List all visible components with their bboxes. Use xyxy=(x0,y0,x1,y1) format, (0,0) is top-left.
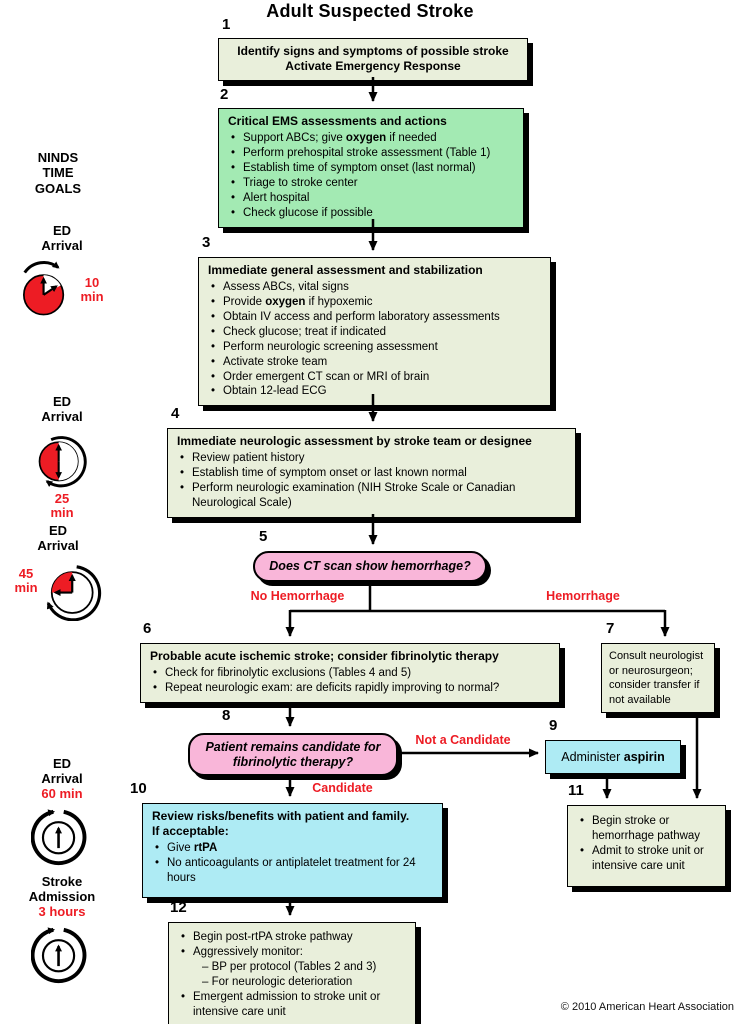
bullet-item: • Perform prehospital stroke assessment (Table 1) xyxy=(228,146,514,161)
time-goal-ed-arrival-10min xyxy=(8,224,116,323)
clock-3hours-icon xyxy=(31,922,93,990)
box-5-ct-hemorrhage-decision: Does CT scan show hemorrhage? xyxy=(253,551,487,582)
branch-label-not-a-candidate: Not a Candidate xyxy=(415,733,511,747)
box-10-line: If acceptable: xyxy=(152,823,229,838)
goal-label: ED Arrival xyxy=(41,394,83,424)
box-4-neurologic-assessment xyxy=(167,428,576,518)
box-4-title: Immediate neurologic assessment by stroke team or designee xyxy=(177,434,532,448)
clock-60min-icon xyxy=(31,804,93,872)
bullet-item: • Assess ABCs, vital signs xyxy=(208,280,541,295)
step-number-8: 8 xyxy=(222,707,231,724)
bullet-item: • Begin post-rtPA stroke pathway xyxy=(178,930,406,945)
time-goal-ed-arrival-25min xyxy=(8,395,116,520)
box-12-bullets xyxy=(178,930,406,1020)
box-2-critical-ems xyxy=(218,108,524,228)
box-3-general-assessment xyxy=(198,257,551,406)
step-number-4: 4 xyxy=(171,405,180,422)
step-number-5: 5 xyxy=(259,528,268,545)
heading-line: TIME xyxy=(42,165,74,181)
goal-time: 3 hours xyxy=(38,903,86,919)
box-1-identify-symptoms xyxy=(218,38,528,81)
box-11-bullets xyxy=(577,814,716,874)
clock-25min-icon xyxy=(32,428,92,492)
bullet-item: • Check for fibrinolytic exclusions (Tables 4 and 5) xyxy=(150,666,550,681)
step-number-6: 6 xyxy=(143,620,152,637)
box-4-bullets xyxy=(177,451,566,511)
box-10-line: Review risks/benefits with patient and family. xyxy=(152,809,410,823)
box-8-fibrinolytic-candidate-decision: Patient remains candidate for fibrinolytic therapy? xyxy=(188,733,398,776)
step-number-2: 2 xyxy=(220,86,229,103)
clock-45min-icon xyxy=(42,557,106,625)
bullet-item: • No anticoagulants or antiplatelet treatment for 24 hours xyxy=(152,856,433,886)
goal-time: 45 min xyxy=(14,565,38,596)
bullet-item: • Give rtPA xyxy=(152,841,433,856)
box-9-administer-aspirin xyxy=(545,740,681,774)
goal-label: ED Arrival xyxy=(37,523,79,553)
bullet-item: • Begin stroke or hemorrhage pathway xyxy=(577,814,716,844)
box-10-review-risks-rtpa xyxy=(142,803,443,898)
bullet-item: • Obtain 12-lead ECG xyxy=(208,384,541,399)
box-3-title: Immediate general assessment and stabilization xyxy=(208,263,483,277)
box-2-bullets xyxy=(228,131,514,221)
box-1-line: Identify signs and symptoms of possible stroke xyxy=(237,44,509,58)
step-number-7: 7 xyxy=(606,620,615,637)
goal-time: 25 min xyxy=(50,490,74,521)
goal-label: Stroke Admission xyxy=(28,874,96,904)
bullet-item: • Perform neurologic examination (NIH Stroke Scale or Canadian Neurological Scale) xyxy=(177,481,566,511)
bullet-item: • Review patient history xyxy=(177,451,566,466)
box-2-title: Critical EMS assessments and actions xyxy=(228,114,447,128)
goal-time: 10 min xyxy=(80,274,104,304)
copyright-text: © 2010 American Heart Association xyxy=(560,1001,734,1013)
bullet-item: • Alert hospital xyxy=(228,191,514,206)
box-10-bullets xyxy=(152,841,433,886)
time-goal-stroke-admission-3hours xyxy=(8,875,116,990)
bullet-item: • Order emergent CT scan or MRI of brain xyxy=(208,370,541,385)
page-title: Adult Suspected Stroke xyxy=(266,1,474,21)
clock-10min-icon xyxy=(17,257,77,323)
box-7-consult-neurologist xyxy=(601,643,715,713)
heading-line: GOALS xyxy=(34,180,82,196)
bullet-item: • Provide oxygen if hypoxemic xyxy=(208,295,541,310)
goal-label: ED Arrival xyxy=(41,223,83,253)
box-7-text: Consult neurologist or neurosurgeon; consider transfer if not available xyxy=(609,650,704,706)
bullet-item: • Aggressively monitor: xyxy=(178,945,406,960)
bullet-item: • Support ABCs; give oxygen if needed xyxy=(228,131,514,146)
branch-label-candidate: Candidate xyxy=(312,781,373,795)
time-goal-ed-arrival-60min xyxy=(8,757,116,872)
step-number-3: 3 xyxy=(202,234,211,251)
goal-time: 60 min xyxy=(41,785,83,801)
box-1-line: Activate Emergency Response xyxy=(285,58,461,73)
bullet-item: • Admit to stroke unit or intensive care unit xyxy=(577,844,716,874)
bullet-item: • Repeat neurologic exam: are deficits rapidly improving to normal? xyxy=(150,681,550,696)
step-number-11: 11 xyxy=(568,782,584,799)
bullet-subitem: – For neurologic deterioration xyxy=(202,975,353,988)
time-goal-ed-arrival-45min xyxy=(0,524,116,625)
bullet-item: • Establish time of symptom onset (last normal) xyxy=(228,161,514,176)
step-number-1: 1 xyxy=(222,16,231,33)
bullet-item: • Perform neurologic screening assessment xyxy=(208,340,541,355)
bullet-item: • Emergent admission to stroke unit or intensive care unit xyxy=(178,990,406,1020)
step-number-9: 9 xyxy=(549,717,558,734)
box-3-bullets xyxy=(208,280,541,400)
bullet-item: • Triage to stroke center xyxy=(228,176,514,191)
bullet-item: • Check glucose if possible xyxy=(228,206,514,221)
box-6-bullets xyxy=(150,666,550,696)
bullet-subitem: – BP per protocol (Tables 2 and 3) xyxy=(202,960,377,973)
bullet-item: • Establish time of symptom onset or last known normal xyxy=(177,466,566,481)
box-12-post-rtpa-pathway xyxy=(168,922,416,1024)
box-6-title: Probable acute ischemic stroke; consider fibrinolytic therapy xyxy=(150,649,499,663)
step-number-12: 12 xyxy=(170,899,187,916)
step-number-10: 10 xyxy=(130,780,147,797)
box-11-stroke-pathway-admit xyxy=(567,805,726,887)
branch-label-no-hemorrhage: No Hemorrhage xyxy=(250,589,345,603)
box-9-text: Administer aspirin xyxy=(561,749,665,764)
bullet-item: • Check glucose; treat if indicated xyxy=(208,325,541,340)
box-6-probable-ischemic-stroke xyxy=(140,643,560,703)
goal-label: ED Arrival xyxy=(41,756,83,786)
bullet-item: • Activate stroke team xyxy=(208,355,541,370)
heading-line: NINDS xyxy=(37,150,79,165)
ninds-time-goals-heading xyxy=(14,150,102,196)
bullet-item: • Obtain IV access and perform laboratory assessments xyxy=(208,310,541,325)
branch-label-hemorrhage: Hemorrhage xyxy=(546,589,620,603)
